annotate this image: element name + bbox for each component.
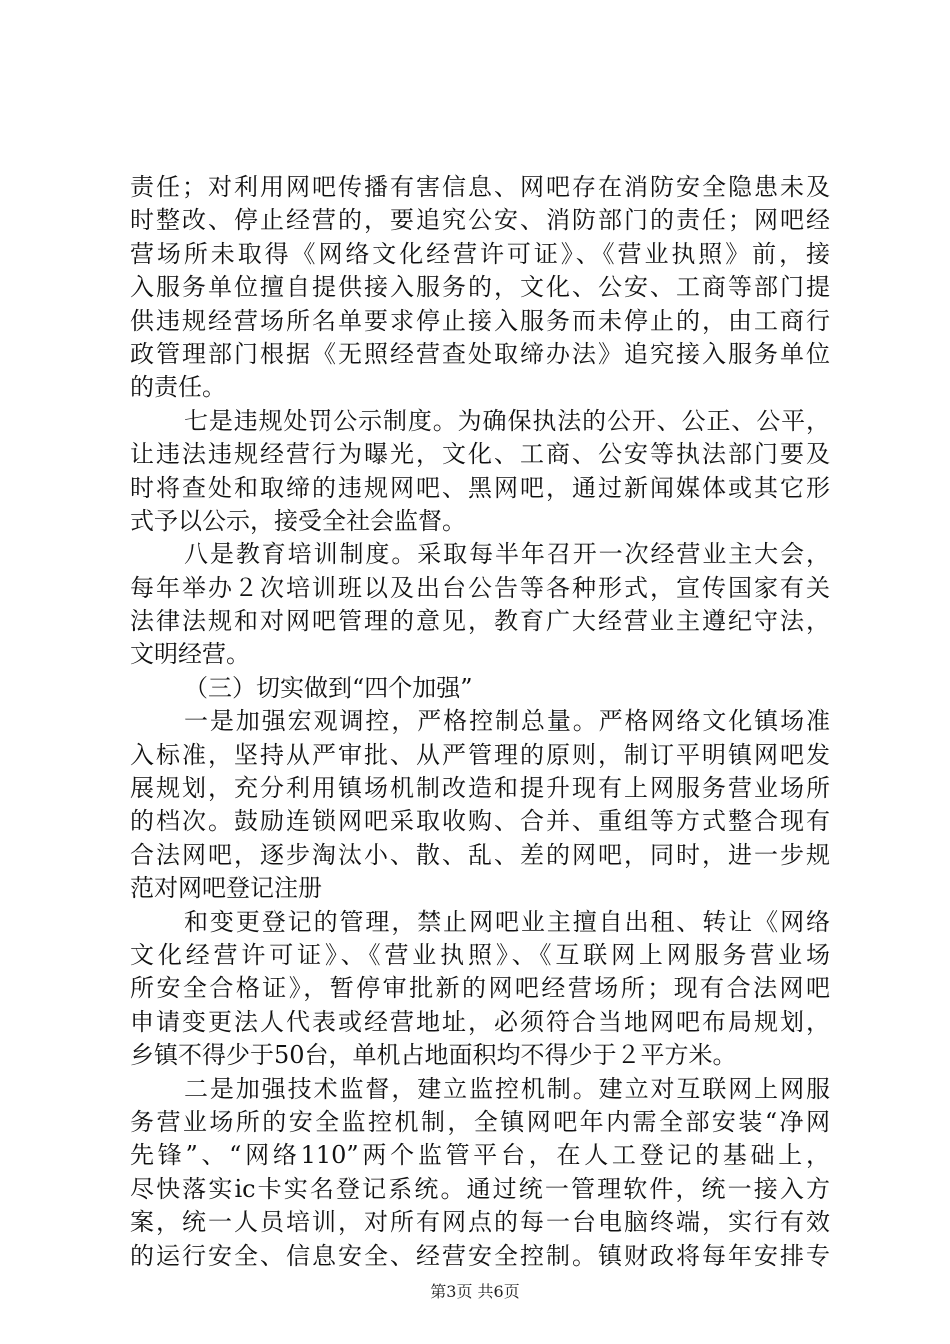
- text-line: 营场所未取得《网络文化经营许可证》、《营业执照》前，接: [130, 239, 830, 268]
- text-line: 入服务单位擅自提供接入服务的，文化、公安、工商等部门提: [130, 273, 830, 302]
- paragraph-start-line: 二是加强技术监督，建立监控机制。建立对互联网上网服: [184, 1074, 830, 1103]
- text-line: 每年举办２次培训班以及出台公告等各种形式，宣传国家有关: [130, 573, 830, 602]
- section-heading: （三）切实做到“四个加强”: [184, 673, 473, 702]
- text-line: 让违法违规经营行为曝光，文化、工商、公安等执法部门要及: [130, 440, 830, 469]
- text-line: 文化经营许可证》、《营业执照》、《互联网上网服务营业场: [130, 940, 830, 969]
- text-line: 政管理部门根据《无照经营查处取缔办法》追究接入服务单位: [130, 339, 830, 368]
- text-line: 务营业场所的安全监控机制，全镇网吧年内需全部安装“净网: [130, 1107, 830, 1136]
- paragraph-start-line: 七是违规处罚公示制度。为确保执法的公开、公正、公平，: [184, 406, 830, 435]
- text-line: 申请变更法人代表或经营地址，必须符合当地网吧布局规划，: [130, 1007, 830, 1036]
- text-line: 的运行安全、信息安全、经营安全控制。镇财政将每年安排专: [130, 1241, 830, 1270]
- text-line: 展规划，充分利用镇场机制改造和提升现有上网服务营业场所: [130, 774, 830, 803]
- page-number-footer: 第3页 共6页: [430, 1282, 520, 1301]
- text-line: 供违规经营场所名单要求停止接入服务而未停止的，由工商行: [130, 306, 830, 335]
- text-line: 案，统一人员培训，对所有网点的每一台电脑终端，实行有效: [130, 1208, 830, 1237]
- document-body: [130, 171, 830, 1273]
- text-line: 入标准，坚持从严审批、从严管理的原则，制订平明镇网吧发: [130, 740, 830, 769]
- paragraph-start-line: 一是加强宏观调控，严格控制总量。严格网络文化镇场准: [184, 707, 830, 736]
- text-line: 法律法规和对网吧管理的意见，教育广大经营业主遵纪守法，: [130, 607, 830, 636]
- text-line: 的档次。鼓励连锁网吧采取收购、合并、重组等方式整合现有: [130, 807, 830, 836]
- text-line: 的责任。: [130, 373, 226, 402]
- text-line: 所安全合格证》，暂停审批新的网吧经营场所；现有合法网吧: [130, 974, 830, 1003]
- text-line: 先锋”、“网络110”两个监管平台，在人工登记的基础上，: [130, 1141, 830, 1170]
- text-line: 乡镇不得少于50台，单机占地面积均不得少于２平方米。: [130, 1041, 737, 1070]
- text-line: 文明经营。: [130, 640, 250, 669]
- text-line: 合法网吧，逐步淘汰小、散、乱、差的网吧，同时，进一步规: [130, 840, 830, 869]
- text-line: 时整改、停止经营的，要追究公安、消防部门的责任；网吧经: [130, 206, 830, 235]
- paragraph-start-line: 和变更登记的管理，禁止网吧业主擅自出租、转让《网络: [184, 907, 830, 936]
- paragraph-start-line: 八是教育培训制度。采取每半年召开一次经营业主大会，: [184, 540, 830, 569]
- text-line: 尽快落实ic卡实名登记系统。通过统一管理软件，统一接入方: [130, 1174, 830, 1203]
- text-line: 时将查处和取缔的违规网吧、黑网吧，通过新闻媒体或其它形: [130, 473, 830, 502]
- text-line: 责任；对利用网吧传播有害信息、网吧存在消防安全隐患未及: [130, 173, 830, 201]
- text-line: 范对网吧登记注册: [130, 874, 322, 903]
- text-line: 式予以公示，接受全社会监督。: [130, 506, 466, 535]
